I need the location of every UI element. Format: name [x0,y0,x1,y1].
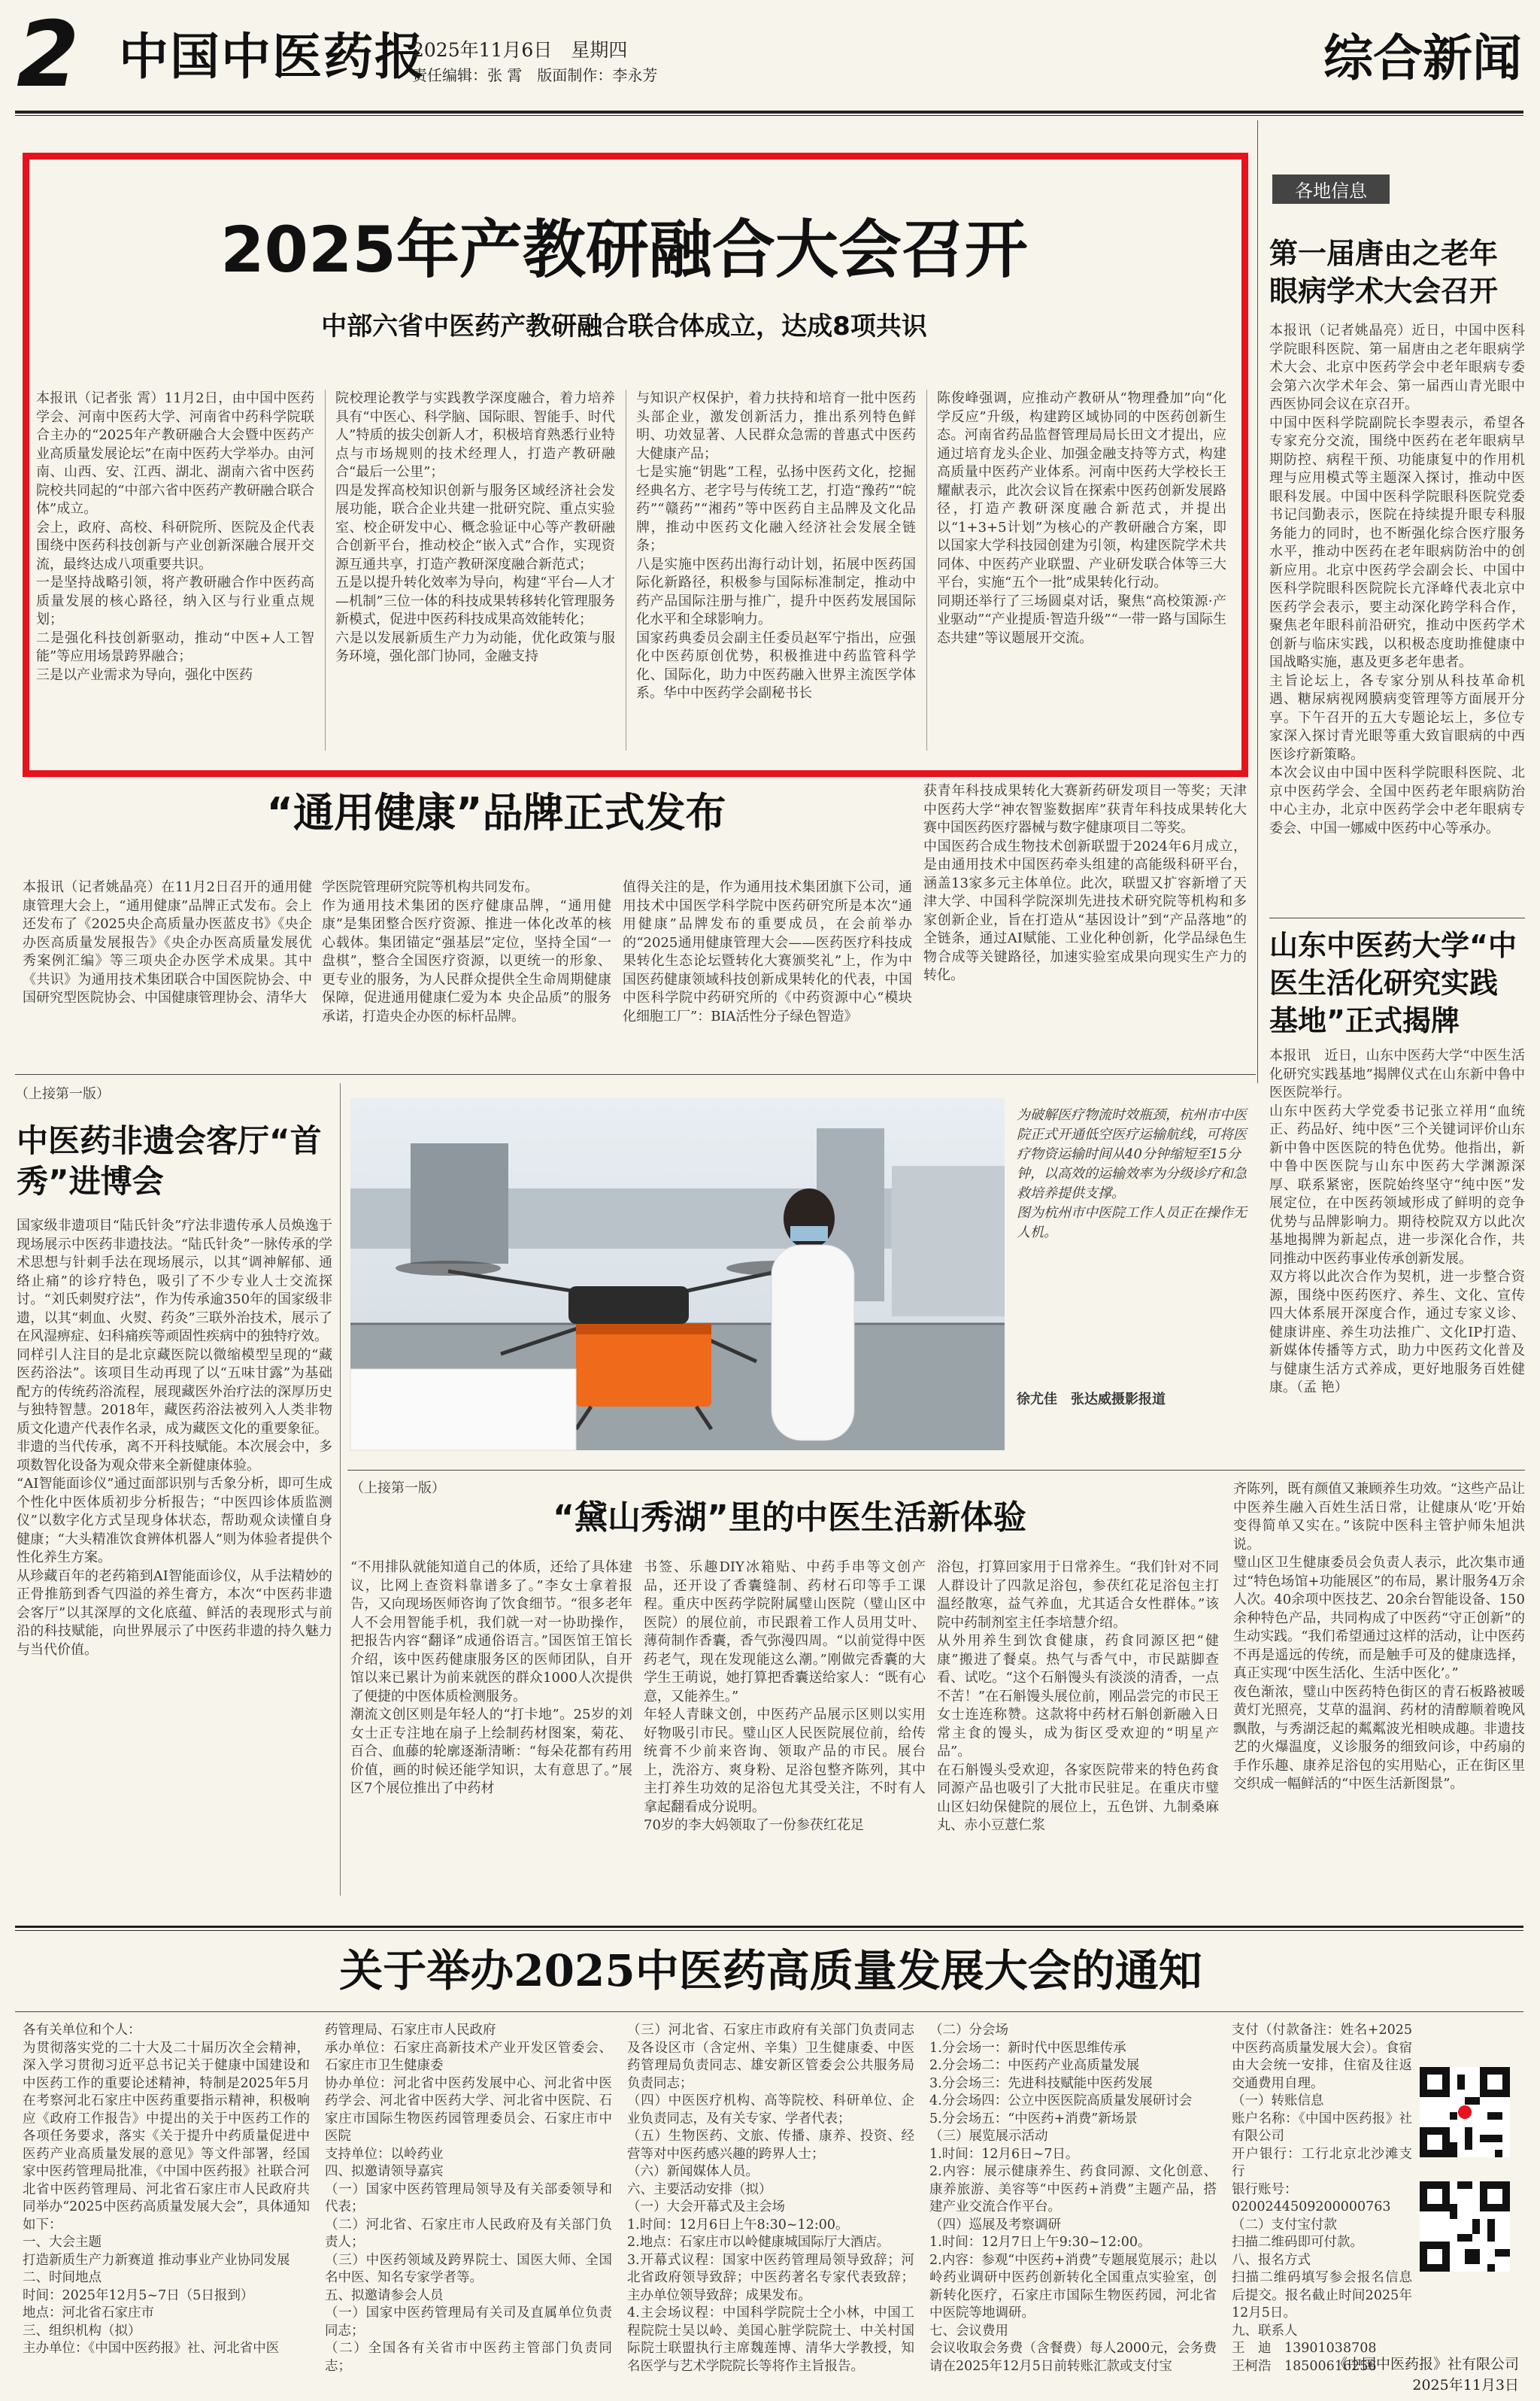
newspaper-logo: 中国中医药报 [119,27,426,86]
notice-rule [15,1926,1523,1928]
article4-col-2: 书签、乐趣DIY冰箱贴、中药手串等文创产品，还开设了香囊缝制、药材石印等手工课程。重庆中医药学院附属璧山医院（璧山区中医院）的展位前，市民跟着工作人员用艾叶、薄荷制作香囊，香气弥漫四周。“以前觉得中医药老气，现在发现能这么潮。”刚做完香囊的大学生王萌说，她打算把香囊送给家人：“既有心意，又能养生。” 年轻人青睐文创，中医药产品展示区则以实用好物吸引市民。璧山区人民医院展位前，给传统膏不少前来咨询、领取产品的市民。展台上，洗浴方、爽身粉、足浴包整齐陈列，其中主打养生功效的足浴包尤其受关注，不时有人拿起翻看成分说明。 70岁的李大妈领取了一份参茯红花足 [644,1559,926,1833]
masthead-rule-thin [15,115,1523,116]
article2-col-1: 本报讯（记者姚晶亮）在11月2日召开的通用健康管理大会上，“通用健康”品牌正式发布。会上还发布了《2025央企高质量办医蓝皮书》《央企办医高质量发展报告》《央企办医高质量发展优秀案例汇编》等三项央企办医学术成果。其中《共识》为通用技术集团联合中国医院协会、中国研究型医院协会、中国健康管理协会、清华大 [23,879,312,1006]
article2-title: “通用健康”品牌正式发布 [266,789,726,836]
sidebar-tag: 各地信息 [1272,175,1390,204]
notice-rule-bottom [15,2011,1523,2012]
lead-article-col-1: 本报讯（记者张 霄）11月2日，由中国中医药学会、河南中医药大学、河南省中药科学院联合主办的“2025年产教研融合大会暨中医药产业高质量发展论坛”在南中医药大学举办。由河南、山西、安、江西、湖北、湖南六省中医药院校共同起的“中部六省中医药产教研融合联合体”成立。 会上，政府、高校、科研院所、医院及企代表围绕中医药科技创新与产业创新深融合展开交流，最终达成八项重要共识。 一是坚持战略引领，将产教研融合作中医药高质量发展的核心路径，纳入区与行业重点规划； 二是强化科技创新驱动，推动“中医+人工智能”等应用场景跨界融合； 三是以产业需求为导向，强化中医药 [36,390,314,683]
page-number: 2 [17,3,80,108]
notice-col-3: （三）河北省、石家庄市政府有关部门负责同志及各设区市（含定州、辛集）卫生健康委、中医药管理局负责同志、雄安新区管委会公共服务局负责同志； （四）中医医疗机构、高等院校、科研单位、企业负责同志，及有关专家、学者代表； （五）生物医药、文旅、传播、康养、投资、经营等对中医药感兴趣的跨界人士； （六）新闻媒体人员。 六、主要活动安排（拟） （一）大会开幕式及主会场 1.时间：12月6日上午8:30~12:00。 2.地点：石家庄市以岭健康城国际厅大酒店。 3.开幕式议程：国家中医药管理局领导致辞；河北省政府领导致辞；中医药著名专家代表致辞；主办单位领导致辞；成果发布。 4.主会场议程：中国科学院院士仝小林，中国工程院院士吴以岭、美国心脏学院院士、中关村国际院士联盟执行主席魏莲博、清华大学教授，知名医学与艺术学院院长等将作主旨报告。 [627,2023,914,2374]
article3-title: 中医药非遗会客厅“首秀”进博会 [17,1122,322,1200]
payment-qr-code[interactable] [1420,2067,1510,2157]
lead-article-col-4: 陈俊峰强调，应推动产教研从“物理叠加”向“化学反应”升级，构建跨区域协同的中医药创新生态。河南省药品监督管理局局长田文才提出，应通过培育龙头企业、加强金融支持等方式，构建高质量中医药产业体系。河南中医药大学校长王耀献表示，此次会议旨在探索中医药创新发展路径，打造产教研深度融合新范式，并提出以“1+3+5计划”为核心的产教研融合方案，即以国家大学科技园创建为引领，构建医院学术共同体、中医药产业联盟、产业研发联合体等三大平台，实施“五个一批”成果转化行动。 同期还举行了三场圆桌对话，聚焦“高校策源·产业驱动”“产业提质·智造升级”“一带一路与国际生态共建”等议题展开交流。 [937,390,1226,646]
notice-rule-thin [15,1930,1523,1931]
article4-title: “黛山秀湖”里的中医生活新体验 [553,1498,1026,1537]
column-divider [926,390,927,751]
masthead-rule [15,111,1523,114]
drone-photo [350,1098,1005,1450]
article3-continued: （上接第一版） [15,1086,110,1102]
article4-col-1: “不用排队就能知道自己的体质，还给了具体建议，比网上查资料靠谱多了。”李女士拿着报告，又向现场医师咨询了饮食细节。“很多老年人不会用智能手机，我们就一对一协助操作，把报告内容“翻译”成通俗语言。”国医馆王馆长介绍，该中医药健康服务区的医师团队，自开馆以来已累计为前来就医的群众1000人次提供了便捷的中医体质检测服务。 潮流文创区则是年轻人的“打卡地”。25岁的刘女士正专注地在扇子上绘制药材图案，菊花、百合、血藤的轮廓逐渐清晰：“每朵花都有药用价值，画的时候还能学知识，太有意思了。”展区7个展位推出了中药材 [350,1559,632,1796]
notice-col-5: 支付（付款备注：姓名+2025中医药高质量发展大会）。食宿由大会统一安排，住宿及往返交通费用自理。 （一）转账信息 账户名称：《中国中医药报》社有限公司 开户银行：工行北京北沙滩支行 银行账号： 0200244509200000763 （二）支付宝付款 扫描二维码即可付款。 八、报名方式 扫描二维码填写参会报名信息后提交。报名截止时间2025年12月5日。 九、联系人 王 迪 13901038708 王柯浩 18500616256 [1232,2023,1412,2374]
article2-col-3: 值得关注的是，作为通用技术集团旗下公司，通用技术中国医学科学院中医药研究所是本次“通用健康”品牌发布的重要成员，在会前举办的“2025通用健康管理大会——医药医疗科技成果转化生态论坛暨转化大赛颁奖礼”上，作为中国医药健康领域科技创新成果转化的代表，中国中医科学院中药研究所的《中药资源中心“模块化细胞工厂”：BIA活性分子绿色智造》 [623,879,912,1024]
article4-continued: （上接第一版） [350,1480,445,1496]
article4-col-3: 浴包，打算回家用于日常养生。“我们针对不同人群设计了四款足浴包，参茯红花足浴包主打温经散寒，益气养血，尤其适合女性群体。”该院中药制剂室主任李培慧介绍。 从外用养生到饮食健康，药食同源区把“健康”搬进了餐桌。热气与香气中，市民踮脚查看、试吃。“这个石斛馒头有淡淡的清香，一点不苦！”在石斛馒头展位前，刚品尝完的市民王女士连连称赞。这款将中药材石斛创新融入日常主食的馒头，成为街区受欢迎的“明星产品”。 在石斛馒头受欢迎，各家医院带来的特色药食同源产品也吸引了大批市民驻足。在重庆市璧山区妇幼保健院的展位上，五色饼、九制桑麻丸、赤小豆薏仁浆 [937,1559,1219,1833]
registration-qr-code[interactable] [1420,2181,1510,2272]
drone-illustration-icon [350,1098,1005,1450]
sidebar-divider [1257,120,1258,1083]
notice-title: 关于举办2025中医药高质量发展大会的通知 [339,1945,1202,1996]
section-rule [347,1470,1525,1471]
notice-publisher: 《中国中医药报》社有限公司 [1332,2356,1519,2372]
article3-body: 国家级非遗项目“陆氏针灸”疗法非遗传承人员焕逸于现场展示中医药非遗技法。“陆氏针灸”一脉传承的学术思想与针刺手法在现场展示，以其“调神解郁、通络止痛”的诊疗特色，吸引了不少专业人士交流探讨。“刘氏刺熨疗法”，作为传承逾350年的国家级非遗，以其“刺血、火熨、药灸”三联外治技术，展示了在风湿痹症、妇科痛疾等顽固性疾病中的独特疗效。 同样引人注目的是北京藏医院以微缩模型呈现的“藏医药浴法”。该项目生动再现了以“五味甘露”为基础配方的传统药浴流程，展现藏医外治疗法的深厚历史与独特智慧。2018年，藏医药浴法被列入人类非物质文化遗产代表作名录，成为藏医文化的重要象征。 非遗的当代传承，离不开科技赋能。本次展会中，多项数智化设备为观众带来全新健康体验。 “AI智能面诊仪”通过面部识别与舌象分析，即可生成个性化中医体质初步分析报告；“中医四诊体质监测仪”以数字化方式呈现身体状态，帮助观众读懂自身健康；“大头精准饮食辨体机器人”则为体验者提供个性化养生方案。 从珍藏百年的老药箱到AI智能面诊仪，从手法精妙的正骨推筋到香气四溢的养生膏方，本次“中医药非遗会客厅”以其深厚的文化底蕴、鲜活的表现形式与前沿的科技赋能，向世界展示了中医药非遗的持久魅力与当代价值。 [17,1218,332,1658]
section-rule [15,1074,1256,1075]
sidebar-article-2-body: 本报讯 近日，山东中医药大学“中医生活化研究实践基地”揭牌仪式在山东新中鲁中医医院举行。 山东中医药大学党委书记张立祥用“血统正、药品好、纯中医”三个关键词评价山东新中鲁中医医院的特色优势。他指出，新中鲁中医医院与山东中医药大学渊源深厚、联系紧密，医院始终坚守“纯中医”发展定位，在中医药领域形成了鲜明的竞争优势与品牌影响力。期待校院双方以此次基地揭牌为新起点，进一步深化合作，共同推动中医药事业传承创新发展。 双方将以此次合作为契机，进一步整合资源，围绕中医药医疗、养生、文化、宣传四大体系展开深度合作，通过专家义诊、健康讲座、养生功法推广、文化IP打造、新媒体传播等方式，助力中医药文化普及与健康生活方式养成，更好地服务百姓健康。（孟 艳） [1269,1048,1525,1395]
notice-col-1: 各有关单位和个人： 为贯彻落实党的二十大及二十届历次全会精神，深入学习贯彻习近平总书记关于健康中国建设和中医药工作的重要论述精神，特制是2025年5月在考察河北石家庄中医药重要指示精神，积极响应《政府工作报告》中提出的关于中医药工作的各项任务要求，落实《关于提升中药质量促进中医药产业高质量发展的意见》等文件部署，经国家中医药管理局批准，《中国中医药报》社联合河北省中医药管理局、河北省石家庄市人民政府共同举办“2025中医药高质量发展大会”，具体通知如下： 一、大会主题 打造新质生产力新赛道 推动事业产业协同发展 二、时间地点 时间：2025年12月5~7日（5日报到） 地点：河北省石家庄市 三、组织机构（拟） 主办单位：《中国中医药报》社、河北省中医 [23,2023,310,2356]
photo-caption: 为破解医疗物流时效瓶颈，杭州市中医院正式开通低空医疗运输航线，可将医疗物资运输时间从40分钟缩短至15分钟，以高效的运输效率为分级诊疗和急救培养提供支撑。 图为杭州市中医院工作人员正在操作无人机。 [1017,1107,1247,1240]
lead-article-title: 2025年产教研融合大会召开 [220,213,1028,287]
qr-code-icon [1420,2181,1510,2272]
lead-article-subtitle: 中部六省中医药产教研融合联合体成立，达成8项共识 [321,311,927,341]
editor-credits: 责任编辑：张 霄 版面制作：李永芳 [412,66,658,84]
sidebar-article-1-title: 第一届唐由之老年眼病学术大会召开 [1269,237,1499,308]
article4-col-4: 齐陈列，既有颜值又兼顾养生功效。“这些产品让中医养生融入百姓生活日常，让健康从‘吃’开始变得简单又实在。”该院中医科主管护师朱旭洪说。 璧山区卫生健康委员会负责人表示，此次集市通过“特色场馆+功能展区”的布局，累计服务4万余人次。40余项中医技艺、20余台智能设备、150余种特色产品，共同构成了中医药“守正创新”的生动实践。“我们希望通过这样的活动，让中医药不再是遥远的传统，而是触手可及的健康选择，真正实现‘中医生活化、生活中医化’。” 夜色渐浓，璧山中医药特色街区的青石板路被暖黄灯光照亮，艾草的温润、药材的清醇顺着晚风飘散，与秀湖泛起的粼粼波光相映成趣。非遗技艺的火爆温度，义诊服务的细致问诊，中药扇的手作乐趣、康养足浴包的实用贴心，正在街区里交织成一幅鲜活的“中医生活新图景”。 [1233,1481,1525,1792]
notice-col-2: 药管理局、石家庄市人民政府 承办单位：石家庄高新技术产业开发区管委会、石家庄市卫生健康委 协办单位：河北省中医药发展中心、河北省中医药学会、河北省中医药大学、河北省中医院、石家庄市国际生物医药园管理委员会、石家庄市中医院 支持单位：以岭药业 四、拟邀请领导嘉宾 （一）国家中医药管理局领导及有关部委领导和代表； （二）河北省、石家庄市人民政府及有关部门负责人； （三）中医药领域及跨界院士、国医大师、全国名中医、知名专家学者等。 五、拟邀请参会人员 （一）国家中医药管理局有关司及直属单位负责同志； （二）全国各有关省市中医药主管部门负责同志； [325,2023,612,2374]
sidebar-article-1-body: 本报讯（记者姚晶亮）近日，中国中医科学院眼科医院、第一届唐由之老年眼病学术大会、北京中医药学会中老年眼病专委会第六次学术年会、第一届西山青光眼中西医协同会议在京召开。 中国中医科学院副院长李曌表示，希望各专家充分交流，围绕中医药在老年眼病早期防控、病程干预、功能康复中的作用机理与应用模式等主题深入探讨，推动中医眼科发展。中国中医科学院眼科医院党委书记闫勤表示，医院在持续提升眼专科服务能力的同时，也不断强化综合医疗服务水平，推动中医药在老年眼病防治中的创新应用。北京中医药学会副会长、中国中医科学院眼科医院院长亢泽峰代表北京中医药学会表示，要主动深化跨学科合作，聚焦老年眼科前沿研究，推动中医药学术创新与临床实践，以积极态度助推健康中国战略实施，惠及更多老年患者。 主旨论坛上，各专家分别从科技革命机遇、糖尿病视网膜病变管理等方面展开分享。下午召开的五大专题论坛上，多位专家深入探讨青光眼等重大致盲眼病的中西医诊疗新策略。 本次会议由中国中医科学院眼科医院、北京中医药学会、全国中医药老年眼病防治中心主办，北京中医药学会中老年眼病专委会、中国一娜威中医药中心等承办。 [1269,323,1525,836]
article2-col-4: 获青年科技成果转化大赛新药研发项目一等奖；天津中医药大学“神农智鉴数据库”获青年科技成果转化大赛中国医药医疗器械与数字健康项目二等奖。 中国医药合成生物技术创新联盟于2024年6月成立，是由通用技术中国医药牵头组建的高能级科研平台，涵盖13家多元主体单位。此次，联盟又扩容新增了天津大学、中国科学院深圳先进技术研究院等机构和多家创新企业，旨在打造从“基因设计”到“产品落地”的全链条，通过AI赋能、工业化种创新，化学品绿色生物合成等关键路径，加速实验室成果向现实生产力的转化。 [923,783,1247,983]
notice-col-4: （二）分会场 1.分会场一：新时代中医思维传承 2.分会场二：中医药产业高质量发展 3.分会场三：先进科技赋能中医药发展 4.分会场四：公立中医医院高质量发展研讨会 5.分会场五：“中医药+消费”新场景 （三）展览展示活动 1.时间：12月6日~7日。 2.内容：展示健康养生、药食同源、文化创意、康养旅游、美容等“中医药+消费”主题产品，搭建产业交流合作平台。 （四）巡展及考察调研 1.时间：12月7日上午9:30~12:00。 2.内容：参观“中医药+消费”专题展览展示；赴以岭药业调研中医药创新转化全国重点实验室，创新转化医疗，石家庄市国际生物医药园，河北省中医院等地调研。 七、会议费用 会议收取会务费（含餐费）每人2000元，会务费请在2025年12月5日前转账汇款或支付宝 [929,2023,1217,2374]
qr-code-icon [1420,2067,1510,2157]
issue-date: 2025年11月6日 星期四 [412,39,628,61]
section-title: 综合新闻 [1323,29,1522,87]
sidebar-article-2-title: 山东中医药大学“中医生活化研究实践基地”正式揭牌 [1269,929,1517,1037]
notice-date: 2025年11月3日 [1412,2377,1519,2393]
column-divider [340,1083,341,1896]
lead-article-col-2: 院校理论教学与实践教学深度融合，着力培养具有“中医心、科学脑、国际眼、智能手、时代人”特质的拔尖创新人才，积极培育熟悉行业特点与市场规则的技术经理人，打造产教研融合“最后一公里”； 四是发挥高校知识创新与服务区域经济社会发展功能，联合企业共建一批研究院、重点实验室、校企研发中心、概念验证中心等产教研融合创新平台，推动校企“嵌入式”合作，实现资源互通共享，打造产教研深度融合新范式； 五是以提升转化效率为导向，构建“平台—人才—机制”三位一体的科技成果转移转化管理服务新模式，促进中医药科技成果高效能转化； 六是以发展新质生产力为动能，优化政策与服务环境，强化部门协同，金融支持 [335,390,615,664]
article2-col-2: 学医院管理研究院等机构共同发布。 作为通用技术集团的医疗健康品牌，“通用健康”是集团整合医疗资源、推进一体化改革的核心载体。集团锚定“强基层”定位，坚持全国“一盘棋”，整合全国医疗资源，以更统一的形象、更专业的服务，为人民群众提供全生命周期健康保障，促进通用健康仁爱为本 央企品质”的服务承诺，打造央企办医的标杆品牌。 [322,879,611,1024]
photo-credit: 徐尤佳 张达威摄影报道 [1017,1392,1166,1407]
column-divider [325,390,326,751]
lead-article-col-3: 与知识产权保护，着力扶持和培育一批中医药头部企业，激发创新活力，推出系列特色鲜明、功效显著、人民群众急需的普惠式中医药大健康产品； 七是实施“钥匙”工程，弘扬中医药文化，挖掘经典名方、老字号与传统工艺，打造“豫药”“皖药”“赣药”“湘药”等中医药自主品牌及文化品牌，推动中医药文化融入经济社会发展全链条； 八是实施中医药出海行动计划，拓展中医药国际化新路径，积极参与国际标准制定，推动中药产品国际注册与推广，提升中医药发展国际化水平和全球影响力。 国家药典委员会副主任委员赵军宁指出，应强化中医药原创优势，积极推进中药监管科学化、国际化，助力中医药融入世界主流医学体系。华中中医药学会副秘书长 [636,390,916,701]
